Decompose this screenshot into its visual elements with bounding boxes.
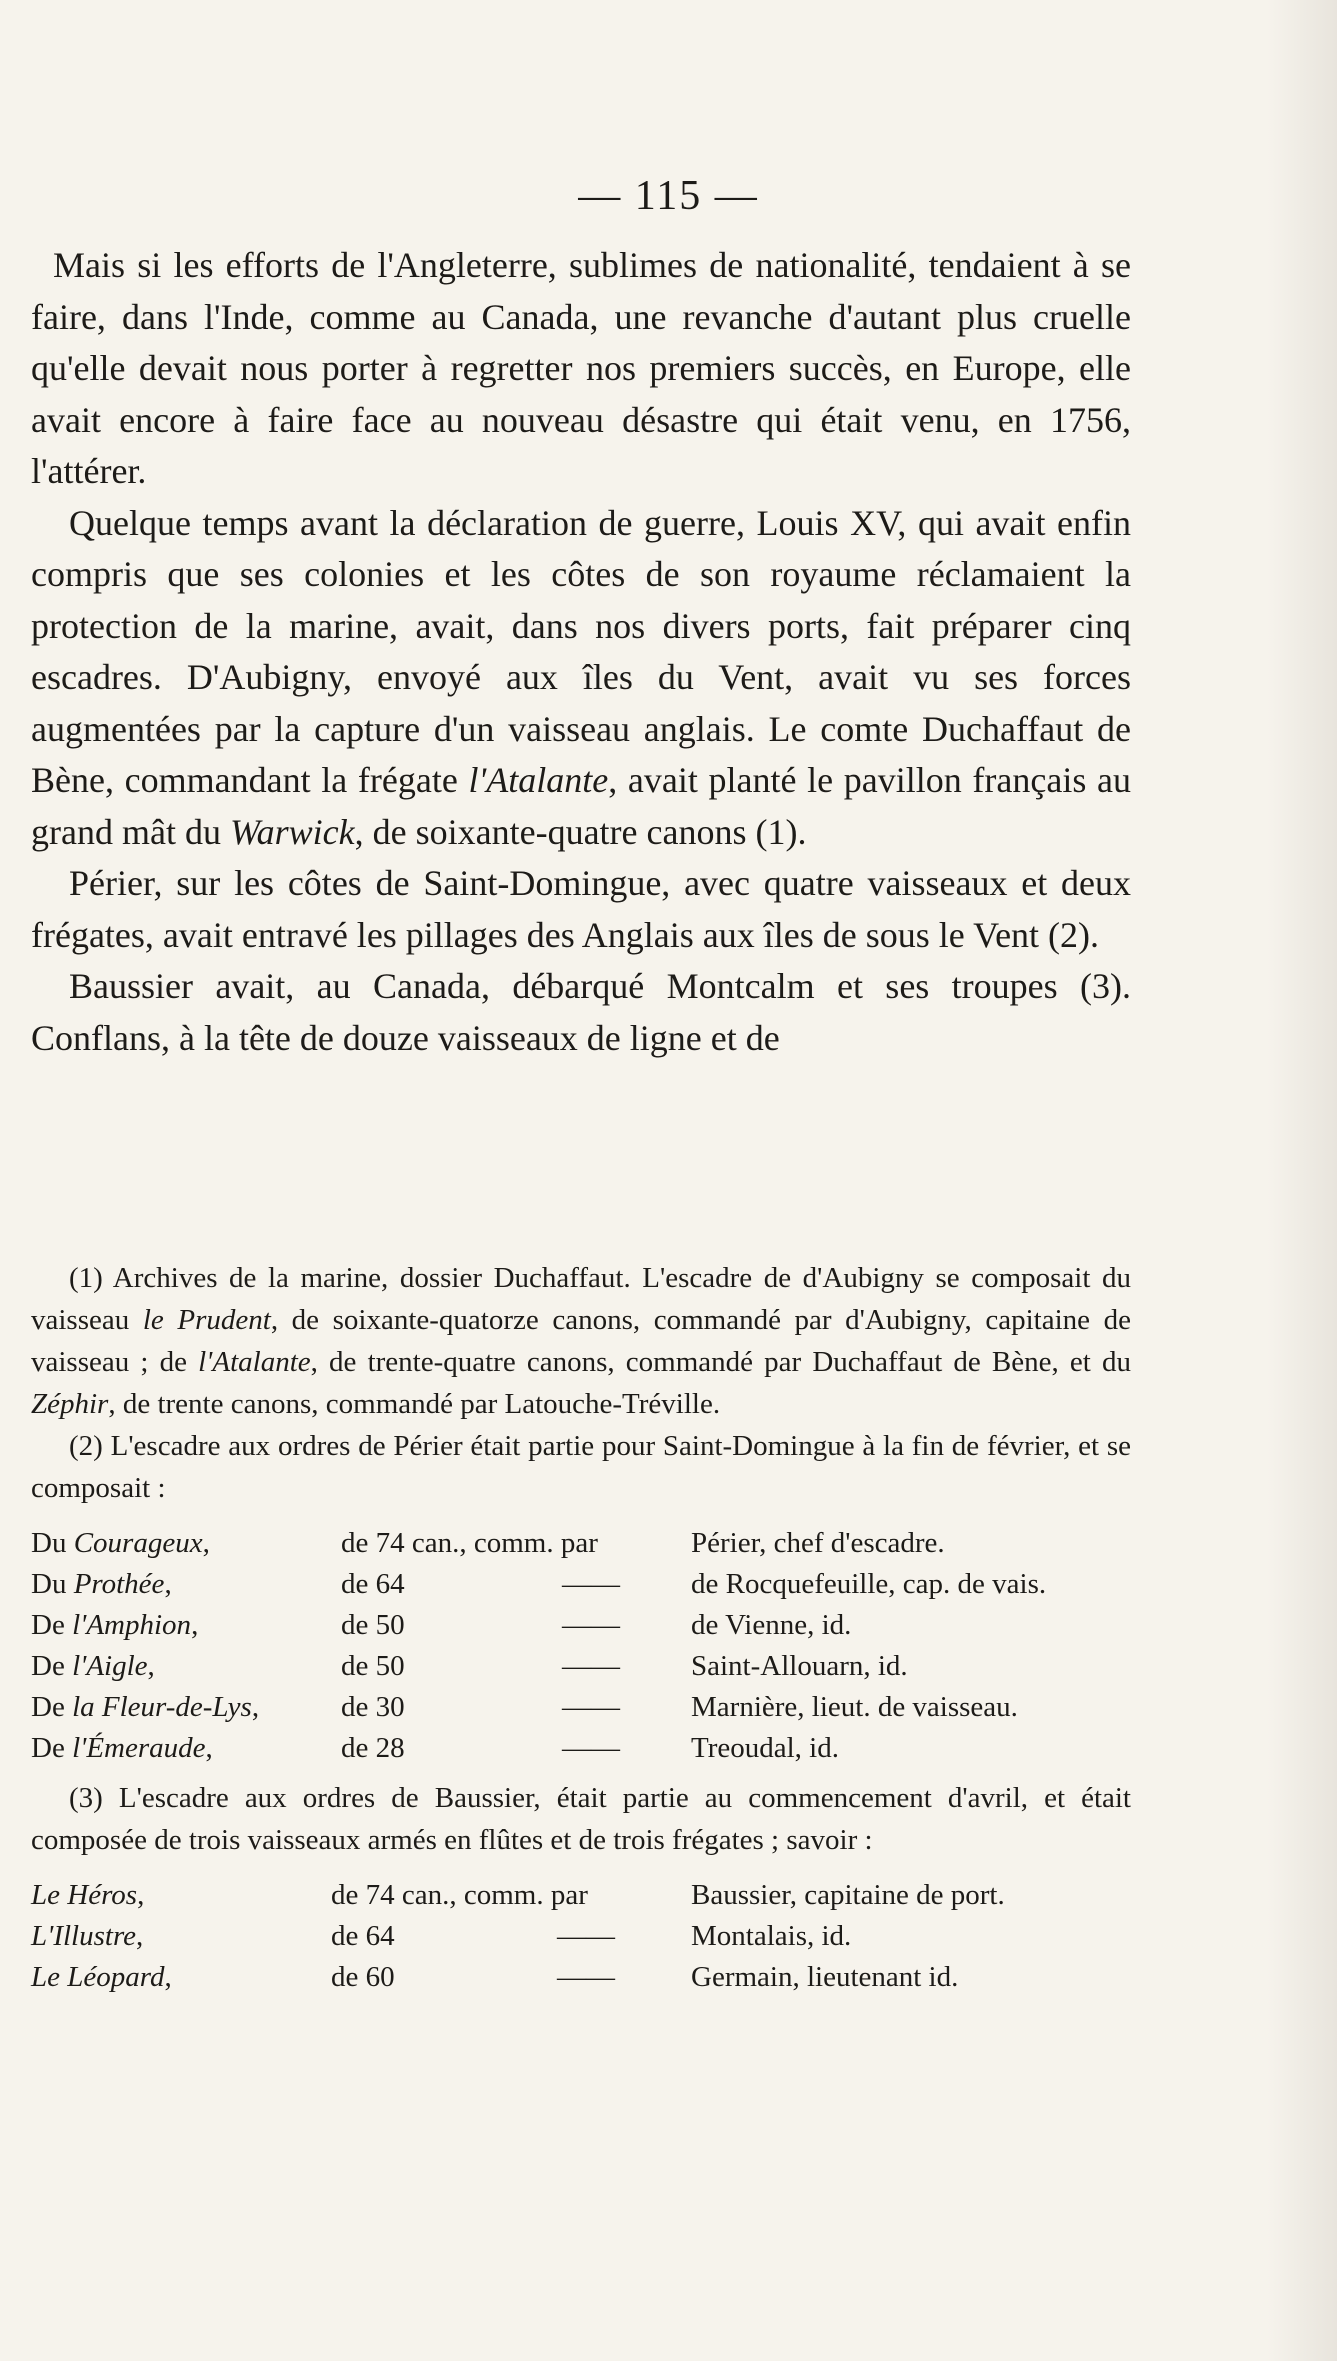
paragraph-3: Périer, sur les côtes de Saint-Domingue, avec quatre vaisseaux et deux frégates, avait entravé les pillages des Anglais aux îles de sous le Vent (2). — [31, 863, 1131, 955]
squadron-table-baussier — [31, 1875, 1005, 1998]
footnote-3-intro: (3) L'escadre aux ordres de Baussier, était partie au commencement d'avril, et était composée de trois vaisseaux armés en flûtes et de trois frégates ; savoir : — [31, 1782, 1131, 1856]
table-row: De l'Amphion, de 50 —— de Vienne, id. — [31, 1609, 852, 1641]
page-number: — 115 — — [578, 173, 759, 219]
footnote-1: (1) Archives de la marine, dossier Duchaffaut. L'escadre de d'Aubigny se composait du vaisseau le Prudent, de soixante-quatorze canons, commandé par d'Aubigny, capitaine de vaisseau ; de l'Atalante, de trente-quatre canons, commandé par Duchaffaut de Bène, et du Zéphir, de trente canons, commandé par Latouche-Tréville. — [31, 1262, 1131, 1420]
paragraph-1: Mais si les efforts de l'Angleterre, sublimes de nationalité, tendaient à se faire, dans l'Inde, comme au Canada, une revanche d'autant plus cruelle qu'elle devait nous porter à regretter nos premiers succès, en Europe, elle avait encore à faire face au nouveau désastre qui était venu, en 1756, l'attérer. — [31, 245, 1131, 491]
footnote-2-intro: (2) L'escadre aux ordres de Périer était partie pour Saint-Domingue à la fin de février, et se composait : — [31, 1430, 1131, 1504]
table-row: Du Prothée, de 64 —— de Rocquefeuille, cap. de vais. — [31, 1568, 1047, 1600]
paragraph-2: Quelque temps avant la déclaration de guerre, Louis XV, qui avait enfin compris que ses colonies et les côtes de son royaume réclamaient la protection de la marine, avait, dans nos divers ports, fait préparer cinq escadres. D'Aubigny, envoyé aux îles du Vent, avait vu ses forces augmentées par la capture d'un vaisseau anglais. Le comte Duchaffaut de Bène, commandant la frégate l'Atalante, avait planté le pavillon français au grand mât du Warwick, de soixante-quatre canons (1). — [31, 502, 1131, 852]
page-edge-shadow — [1267, 0, 1337, 2361]
ship-name: Zéphir — [31, 1388, 109, 1420]
table-row: De l'Émeraude, de 28 —— Treoudal, id. — [31, 1732, 839, 1764]
table-row: L'Illustre, de 64 —— Montalais, id. — [31, 1920, 852, 1952]
table-row: De l'Aigle, de 50 —— Saint-Allouarn, id. — [31, 1650, 908, 1682]
paragraph-4: Baussier avait, au Canada, débarqué Montcalm et ses troupes (3). Conflans, à la tête de douze vaisseaux de ligne et de — [31, 966, 1131, 1058]
squadron-table-perier — [31, 1523, 1046, 1769]
table-row: Le Héros, de 74 can., comm. par Baussier, capitaine de port. — [31, 1879, 1005, 1911]
footnotes — [31, 1257, 1131, 2006]
ship-name: l'Atalante — [468, 760, 609, 800]
table-row: Du Courageux, de 74 can., comm. par Périer, chef d'escadre. — [31, 1527, 945, 1559]
table-row: Le Léopard, de 60 —— Germain, lieutenant id. — [31, 1961, 959, 1993]
ship-name: l'Atalante — [198, 1346, 311, 1378]
main-text — [31, 240, 1131, 1064]
ship-name: le Prudent — [142, 1304, 271, 1336]
ship-name: Warwick — [229, 811, 355, 852]
table-row: De la Fleur-de-Lys, de 30 —— Marnière, lieut. de vaisseau. — [31, 1691, 1018, 1723]
